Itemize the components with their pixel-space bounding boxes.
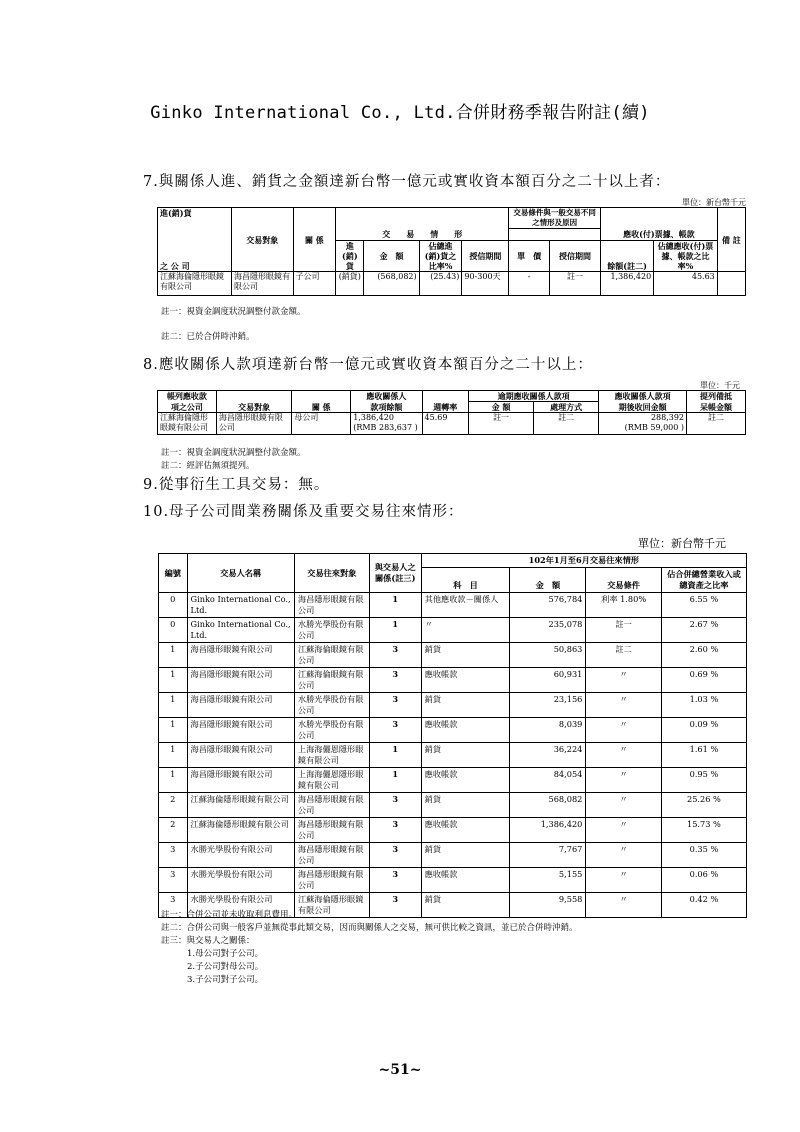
cell-item: 銷貨: [421, 843, 510, 868]
h8-blank2: [292, 391, 351, 402]
turnover: 45.69: [422, 413, 469, 435]
cell-ratio: 0.95 %: [661, 768, 746, 793]
cell-amount: 8,039: [510, 718, 586, 743]
cell-cp: 水勝光學股份有限公司: [294, 718, 369, 743]
section-9-heading: 9.從事衍生工具交易：無。: [143, 477, 330, 493]
h10-counterparty: 交易往來對象: [294, 554, 369, 593]
h10-amount: 金 額: [510, 568, 586, 593]
h8-amount: 金 額: [469, 402, 534, 413]
table-row: [159, 718, 747, 743]
h8-counterparty: 交易對象: [216, 402, 291, 413]
cell-name: 水勝光學股份有限公司: [187, 843, 294, 868]
h-remark: 備 註: [717, 208, 745, 272]
sec10-note-3: 註三：與交易人之關係：: [161, 936, 255, 946]
h-receivable: 應收(付)票據、帳款: [601, 229, 718, 241]
counterparty: 海昌隱形眼鏡有限公司: [232, 272, 294, 296]
cell-item: 銷貨: [421, 893, 510, 918]
company: 江蘇海倫隱形眼鏡有限公司: [158, 413, 217, 435]
company: 江蘇海倫隱形眼鏡有限公司: [158, 272, 232, 296]
allowance: 註二: [687, 413, 746, 435]
table-row: [159, 793, 747, 818]
cell-cp: 海昌隱形眼鏡有限公司: [294, 593, 369, 618]
table-row: [159, 843, 747, 868]
h10-terms: 交易條件: [586, 568, 662, 593]
cell-no: 1: [159, 668, 188, 693]
section-8-heading: 8.應收關係人款項達新台幣一億元或實收資本額百分之二十以上：: [143, 357, 593, 373]
cell-terms: 〃: [586, 868, 662, 893]
cell-no: 1: [159, 693, 188, 718]
cell-item: 銷貨: [421, 793, 510, 818]
cell-terms: 〃: [586, 693, 662, 718]
h8-collected-top: 應收關係人款項: [599, 391, 687, 402]
sec10-note-5: 2.子公司對母公司。: [187, 962, 264, 972]
cell-rel: 3: [369, 668, 421, 693]
unit-price: -: [509, 272, 550, 296]
page-title: Ginko International Co., Ltd.合併財務季報告附註(續): [150, 103, 650, 123]
cell-item: 應收帳款: [421, 868, 510, 893]
cell-rel: 1: [369, 593, 421, 618]
cell-name: 海昌隱形眼鏡有限公司: [187, 718, 294, 743]
h10-item: 科 目: [421, 568, 510, 593]
sec10-note-2: 註二：合併公司與一般客戶並無從事此類交易，因而與關係人之交易，無可供比較之資訊，並已於合併時沖銷。: [161, 923, 578, 933]
section-10-unit: 單位：新台幣千元: [638, 537, 726, 550]
cell-amount: 84,054: [510, 768, 586, 793]
table-row: [158, 413, 746, 435]
balance-value: 1,386,420: [353, 413, 394, 422]
collected-value: 288,392: [650, 413, 685, 422]
cell-amount: 9,558: [510, 893, 586, 918]
cell-rel: 3: [369, 643, 421, 668]
cell-terms: 〃: [586, 718, 662, 743]
related-party-sales-table: [157, 207, 746, 296]
cell-cp: 水勝光學股份有限公司: [294, 693, 369, 718]
h-ratio: 佔總進(銷)貨之比率%: [419, 241, 462, 272]
h-balance: 餘額(註二): [601, 241, 654, 272]
cell-name: 海昌隱形眼鏡有限公司: [187, 643, 294, 668]
related-party-receivables-table: [157, 390, 746, 435]
balance-rmb: (RMB 283,637 ): [353, 423, 418, 432]
cell-name: 水勝光學股份有限公司: [187, 893, 294, 918]
table-row: [159, 668, 747, 693]
cell-ratio: 1.03 %: [661, 693, 746, 718]
sec10-note-1: 註一：合併公司並未收取利息費用。: [161, 910, 298, 920]
section-8-unit: 單位：千元: [700, 381, 740, 390]
cell-amount: 235,078: [510, 618, 586, 643]
h-relation: 關 係: [293, 208, 336, 272]
remark: [717, 272, 745, 296]
cell-item: 銷貨: [421, 693, 510, 718]
cell-ratio: 0.35 %: [661, 843, 746, 868]
cell-name: 海昌隱形眼鏡有限公司: [187, 768, 294, 793]
h-diff-blank: [509, 229, 601, 241]
h8-turnover: 週轉率: [422, 402, 469, 413]
h-unit-price: 單 價: [509, 241, 550, 272]
cell-item: 應收帳款: [421, 668, 510, 693]
credit: 90-300天: [462, 272, 509, 296]
h-amount: 金 額: [364, 241, 419, 272]
ratio: (25.43): [419, 272, 462, 296]
cell-name: 江蘇海倫隱形眼鏡有限公司: [187, 793, 294, 818]
cell-item: 應收帳款: [421, 768, 510, 793]
cell-name: 江蘇海倫隱形眼鏡有限公司: [187, 818, 294, 843]
sec7-note-2: 註二：已於合併時沖銷。: [161, 332, 255, 342]
cell-amount: 1,386,420: [510, 818, 586, 843]
cell-terms: 〃: [586, 843, 662, 868]
cell-ratio: 2.60 %: [661, 643, 746, 668]
cell-item: 應收帳款: [421, 718, 510, 743]
cell-rel: 3: [369, 893, 421, 918]
table-row: [159, 768, 747, 793]
table-row: [159, 818, 747, 843]
cell-cp: 海昌隱形眼鏡有限公司: [294, 793, 369, 818]
cell-cp: 江蘇海倫隱形眼鏡有限公司: [294, 893, 369, 918]
cell-no: 3: [159, 893, 188, 918]
cell-cp: 上海海儷恩隱形眼鏡有限公司: [294, 743, 369, 768]
section-7-unit: 單位：新台幣千元: [682, 198, 746, 207]
h10-relation: 與交易人之關係(註三): [369, 554, 421, 593]
counterparty: 海昌隱形眼鏡有限公司: [216, 413, 291, 435]
cell-terms: 〃: [586, 743, 662, 768]
cell-no: 3: [159, 868, 188, 893]
cell-rel: 3: [369, 818, 421, 843]
h-company-bottom: 之 公 司: [158, 241, 232, 272]
cell-no: 1: [159, 643, 188, 668]
cell-name: Ginko International Co., Ltd.: [187, 618, 294, 643]
cell-rel: 3: [369, 793, 421, 818]
cell-ratio: 0.69 %: [661, 668, 746, 693]
cell-rel: 3: [369, 868, 421, 893]
cell-ratio: 1.61 %: [661, 743, 746, 768]
table-row: [159, 868, 747, 893]
table-row: [159, 643, 747, 668]
cell-ratio: 0.06 %: [661, 868, 746, 893]
cell-amount: 50,863: [510, 643, 586, 668]
cell-no: 1: [159, 718, 188, 743]
h10-name: 交易人名稱: [187, 554, 294, 593]
cell-rel: 1: [369, 618, 421, 643]
sec7-note-1: 註一：視資金調度狀況調整付款金額。: [161, 307, 306, 317]
table-row: [158, 272, 746, 296]
cell-name: 海昌隱形眼鏡有限公司: [187, 743, 294, 768]
cell-amount: 576,784: [510, 593, 586, 618]
cell-rel: 3: [369, 843, 421, 868]
cell-terms: 註二: [586, 643, 662, 668]
cell-cp: 江蘇海倫眼鏡有限公司: [294, 643, 369, 668]
credit2: 註一: [549, 272, 600, 296]
section-7-heading: 7.與關係人進、銷貨之金額達新台幣一億元或實收資本額百分之二十以上者：: [143, 174, 671, 190]
amount: (568,082): [364, 272, 419, 296]
cell-name: 海昌隱形眼鏡有限公司: [187, 693, 294, 718]
sec8-note-2: 註二：經評估無須提列。: [161, 461, 255, 471]
h8-balance-bottom: 款項餘額: [351, 402, 422, 413]
overdue-amount: 註一: [469, 413, 534, 435]
cell-cp: 上海海儷恩隱形眼鏡有限公司: [294, 768, 369, 793]
h8-company-top: 帳列應收款: [158, 391, 217, 402]
cell-item: 銷貨: [421, 643, 510, 668]
table-row: [159, 593, 747, 618]
cell-rel: 3: [369, 718, 421, 743]
h10-ratio: 佔合併總營業收入或總資產之比率: [661, 568, 746, 593]
cell-terms: 〃: [586, 893, 662, 918]
h10-period: 102年1月至6月交易往來情形: [421, 554, 746, 568]
cell-amount: 568,082: [510, 793, 586, 818]
cell-rel: 1: [369, 743, 421, 768]
cell-cp: 水勝光學股份有限公司: [294, 618, 369, 643]
h-rec-blank: [601, 208, 718, 229]
rec-ratio: 45.63: [654, 272, 718, 296]
cell-cp: 江蘇海倫眼鏡有限公司: [294, 668, 369, 693]
cell-item: 銷貨: [421, 743, 510, 768]
page-number: ~51~: [378, 1062, 422, 1078]
h-txn-diff: 交易條件與一般交易不同之情形及原因: [509, 208, 601, 229]
h-rec-ratio: 佔總應收(付)票據、帳款之比率%: [654, 241, 718, 272]
cell-no: 1: [159, 768, 188, 793]
h-counterparty: 交易對象: [232, 208, 294, 272]
cell-name: Ginko International Co., Ltd.: [187, 593, 294, 618]
h8-method: 處理方式: [534, 402, 599, 413]
cell-amount: 5,155: [510, 868, 586, 893]
cell-ratio: 0.42 %: [661, 893, 746, 918]
cell-terms: 註一: [586, 618, 662, 643]
cell-no: 0: [159, 593, 188, 618]
intercompany-transactions-table: [158, 553, 747, 918]
cell-cp: 海昌隱形眼鏡有限公司: [294, 843, 369, 868]
cell-no: 2: [159, 818, 188, 843]
h-buy-sell: 進(銷)貨: [336, 241, 364, 272]
cell-name: 海昌隱形眼鏡有限公司: [187, 668, 294, 693]
cell-no: 2: [159, 793, 188, 818]
h8-blank3: [422, 391, 469, 402]
type: (銷貨): [336, 272, 364, 296]
cell-rel: 1: [369, 768, 421, 793]
h-credit: 授信期間: [462, 241, 509, 272]
h8-company-bottom: 項之公司: [158, 402, 217, 413]
cell-terms: 〃: [586, 768, 662, 793]
h8-blank1: [216, 391, 291, 402]
h-credit2: 授信期間: [549, 241, 600, 272]
table-row: [159, 743, 747, 768]
cell-no: 3: [159, 843, 188, 868]
cell-amount: 7,767: [510, 843, 586, 868]
cell-cp: 海昌隱形眼鏡有限公司: [294, 868, 369, 893]
balance: 1,386,420: [601, 272, 654, 296]
overdue-method: 註二: [534, 413, 599, 435]
cell-amount: 36,224: [510, 743, 586, 768]
cell-amount: 23,156: [510, 693, 586, 718]
cell-ratio: 0.09 %: [661, 718, 746, 743]
cell-rel: 3: [369, 693, 421, 718]
sec8-note-1: 註一：視資金調度狀況調整付款金額。: [161, 448, 306, 458]
cell-terms: 〃: [586, 668, 662, 693]
cell-terms: 利率 1.80%: [586, 593, 662, 618]
cell-item: 其他應收款－關係人: [421, 593, 510, 618]
cell-item: 〃: [421, 618, 510, 643]
h8-relation: 關 係: [292, 402, 351, 413]
cell-no: 1: [159, 743, 188, 768]
collected-rmb: (RMB 59,000 ): [624, 423, 685, 432]
h8-balance-top: 應收關係人: [351, 391, 422, 402]
cell-item: 應收帳款: [421, 818, 510, 843]
h8-overdue: 逾期應收關係人款項: [469, 391, 599, 402]
h8-collected-bottom: 期後收回金額: [599, 402, 687, 413]
h-company-top: 進(銷)貨: [158, 208, 232, 241]
relation: 子公司: [293, 272, 336, 296]
sec10-note-6: 3.子公司對子公司。: [187, 975, 264, 985]
h8-allow-top: 提列備抵: [687, 391, 746, 402]
sec10-note-4: 1.母公司對子公司。: [187, 949, 264, 959]
relation: 母公司: [292, 413, 351, 435]
cell-amount: 60,931: [510, 668, 586, 693]
balance: [351, 413, 422, 435]
h8-allow-bottom: 呆帳金額: [687, 402, 746, 413]
section-10-heading: 10.母子公司間業務關係及重要交易往來情形：: [143, 504, 464, 520]
h-txn-label: 交 易 情 形: [336, 229, 509, 241]
h-txn: [336, 208, 509, 229]
cell-no: 0: [159, 618, 188, 643]
cell-name: 水勝光學股份有限公司: [187, 868, 294, 893]
table-row: [159, 693, 747, 718]
cell-ratio: 6.55 %: [661, 593, 746, 618]
collected: [599, 413, 687, 435]
cell-ratio: 2.67 %: [661, 618, 746, 643]
cell-ratio: 25.26 %: [661, 793, 746, 818]
cell-cp: 海昌隱形眼鏡有限公司: [294, 818, 369, 843]
cell-terms: 〃: [586, 818, 662, 843]
table-row: [159, 618, 747, 643]
h10-no: 編號: [159, 554, 188, 593]
cell-ratio: 15.73 %: [661, 818, 746, 843]
cell-terms: 〃: [586, 793, 662, 818]
